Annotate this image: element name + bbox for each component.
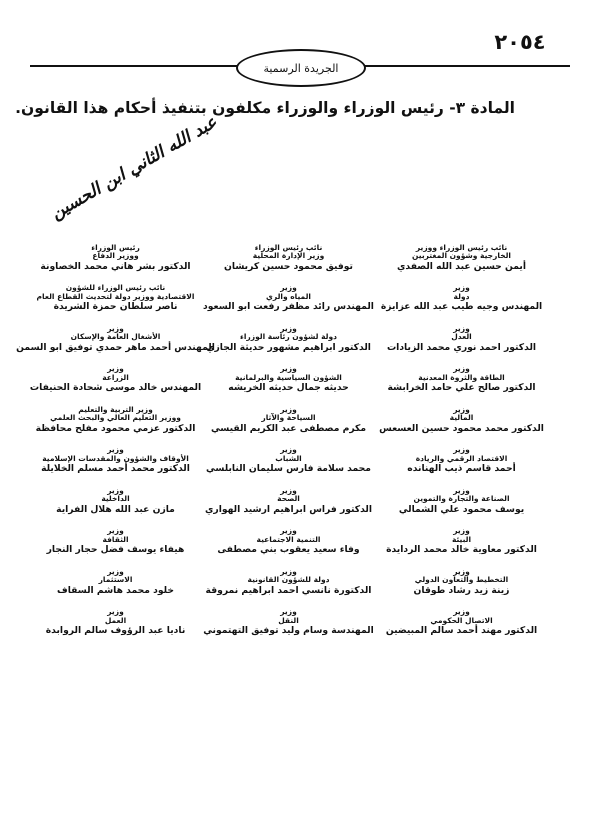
minister-name: أيمن حسين عبد الله الصفدي [396, 260, 527, 272]
minister-name: المهندسة وسام وليد توفيق التهتموني [203, 625, 374, 636]
minister-title: وزير الداخلية [101, 485, 130, 503]
minister-name: وفاء سعيد يعقوب بني مصطفى [217, 544, 360, 555]
roster-row [16, 317, 548, 358]
minister-entry [375, 277, 548, 318]
minister-entry [202, 560, 375, 601]
minister-title: وزير دولة للشؤون القانونية [247, 566, 330, 584]
minister-name: الدكتور فراس ابراهيم ارشيد الهواري [205, 503, 373, 515]
minister-title: رئيس الوزراء ووزير الدفاع [91, 242, 140, 260]
minister-title: وزير الاستثمار [98, 566, 133, 584]
minister-name: الدكتور عزمي محمود مفلح محافظة [35, 422, 196, 434]
minister-name: الدكتور احمد نوري محمد الزيادات [386, 341, 537, 353]
minister-name: المهندس رائد مظفر رفعت ابو السعود [203, 301, 374, 312]
minister-title: وزير البيئة [451, 526, 472, 544]
roster-row [28, 560, 548, 601]
minister-name: الدكتور محمد محمود حسين العسعس [379, 422, 544, 434]
minister-title: نائب رئيس الوزراء للشؤون الاقتصادية ووزير دولة لتحديث القطاع العام [36, 283, 195, 301]
roster-row [28, 398, 548, 439]
minister-name: ناصر سلطان حمزة الشريدة [53, 301, 178, 312]
minister-name: الدكتور مهند أحمد سالم المبيضين [385, 625, 538, 636]
minister-name: الدكتور محمد أحمد مسلم الخلايلة [41, 463, 190, 474]
minister-title: وزير الأوقاف والشؤون والمقدسات الإسلامية [42, 445, 189, 463]
minister-title: وزير النقل [278, 607, 299, 625]
minister-name: هيفاء يوسف فضل حجار النجار [46, 544, 185, 555]
minister-name: الدكتورة نانسي احمد ابراهيم نمروقة [205, 584, 372, 596]
minister-name: توفيق محمود حسين كريشان [224, 260, 353, 272]
minister-title: وزير التنمية الاجتماعية [256, 526, 321, 544]
minister-entry [202, 317, 375, 358]
minister-entry [29, 520, 202, 561]
article-text: المادة ٣- رئيس الوزراء والوزراء مكلفون بتنفيذ أحكام هذا القانون. [15, 99, 515, 117]
minister-name: المهندس خالد موسى شحادة الحنيفات [29, 382, 202, 393]
minister-entry [375, 398, 548, 439]
page-number: ٢٠٥٤ [494, 30, 546, 54]
royal-signature: عبد الله الثاني ابن الحسين [47, 112, 221, 224]
roster-row [28, 601, 548, 642]
minister-title: وزير المياه والري [266, 283, 311, 301]
roster-row [28, 236, 548, 277]
minister-title: وزير العمل [104, 607, 127, 625]
minister-entry [202, 398, 375, 439]
minister-entry [375, 439, 548, 480]
minister-title: وزير التربية والتعليم ووزير التعليم العالي والبحث العلمي [50, 404, 181, 422]
minister-title: وزير الاتصال الحكومي [430, 607, 493, 625]
minister-entry [29, 560, 202, 601]
minister-title: وزير دولة لشؤون رئاسة الوزراء [240, 323, 337, 341]
minister-entry [375, 236, 548, 277]
minister-entry [375, 479, 548, 520]
minister-title: وزير الزراعة [102, 364, 129, 382]
roster-row [28, 520, 548, 561]
minister-title: وزير السياحة والآثار [261, 404, 316, 422]
minister-title: وزير الطاقة والثروة المعدنية [418, 364, 505, 382]
roster-row [28, 277, 548, 318]
minister-name: مازن عبد الله هلال الفراية [56, 503, 175, 515]
minister-entry [202, 236, 375, 277]
minister-entry [202, 439, 375, 480]
ministers-roster [16, 236, 548, 641]
publication-badge [236, 49, 366, 87]
minister-title: نائب رئيس الوزراء ووزير الخارجية وشؤون المغتربين [412, 242, 511, 260]
minister-entry [202, 520, 375, 561]
roster-row [28, 439, 548, 480]
minister-title: وزير المالية [449, 404, 474, 422]
minister-name: المهندس وجيه طيب عبد الله عزايزة [380, 301, 543, 312]
minister-title: وزير دولة [453, 283, 470, 301]
minister-name: ناديا عبد الرؤوف سالم الروابدة [45, 625, 186, 636]
minister-name: المهندس أحمد ماهر حمدي توفيق ابو السمن [16, 341, 215, 353]
minister-title: وزير الشؤون السياسية والبرلمانية [235, 364, 342, 382]
minister-name: الدكتور بشر هاني محمد الخصاونة [40, 260, 191, 272]
minister-title: وزير التخطيط والتعاون الدولي [414, 566, 509, 584]
minister-title: وزير الأشغال العامة والإسكان [70, 323, 161, 341]
minister-title: وزير العدل [451, 323, 472, 341]
minister-entry [202, 601, 375, 642]
minister-name: أحمد قاسم ذيب الهنانده [407, 463, 516, 474]
minister-entry [29, 398, 202, 439]
minister-title: وزير الصناعة والتجارة والتموين [413, 485, 510, 503]
minister-entry [16, 317, 215, 358]
minister-name: الدكتور معاوية خالد محمد الردايدة [386, 544, 537, 555]
minister-entry [29, 236, 202, 277]
minister-entry [375, 358, 548, 399]
minister-name: يوسف محمود علي الشمالي [398, 503, 525, 515]
minister-name: الدكتور صالح علي حامد الخرابشة [387, 382, 536, 393]
roster-row [28, 479, 548, 520]
minister-entry [29, 439, 202, 480]
minister-entry [29, 601, 202, 642]
minister-title: وزير الصحة [277, 485, 300, 503]
minister-title: وزير الاقتصاد الرقمي والريادة [415, 445, 508, 463]
minister-entry [29, 358, 202, 399]
minister-name: محمد سلامة فارس سليمان النابلسي [206, 463, 371, 474]
minister-entry [202, 277, 375, 318]
minister-entry [202, 358, 375, 399]
minister-title: وزير الثقافة [102, 526, 129, 544]
minister-name: مكرم مصطفى عبد الكريم القيسي [210, 422, 367, 434]
minister-entry [29, 277, 202, 318]
minister-entry [29, 479, 202, 520]
minister-title: وزير الشباب [275, 445, 302, 463]
minister-name: حديثه جمال حديثه الخريشه [228, 382, 349, 393]
minister-entry [202, 479, 375, 520]
publication-title: الجريدة الرسمية [263, 61, 339, 75]
minister-entry [375, 317, 548, 358]
minister-name: خلود محمد هاشم السقاف [57, 584, 174, 596]
minister-entry [375, 560, 548, 601]
minister-name: الدكتور ابراهيم مشهور حديثة الجازي [206, 341, 371, 353]
minister-entry [375, 601, 548, 642]
roster-row [28, 358, 548, 399]
minister-title: نائب رئيس الوزراء وزير الإدارة المحلية [252, 242, 325, 260]
minister-entry [375, 520, 548, 561]
minister-name: زينة زيد رشاد طوقان [413, 584, 510, 596]
